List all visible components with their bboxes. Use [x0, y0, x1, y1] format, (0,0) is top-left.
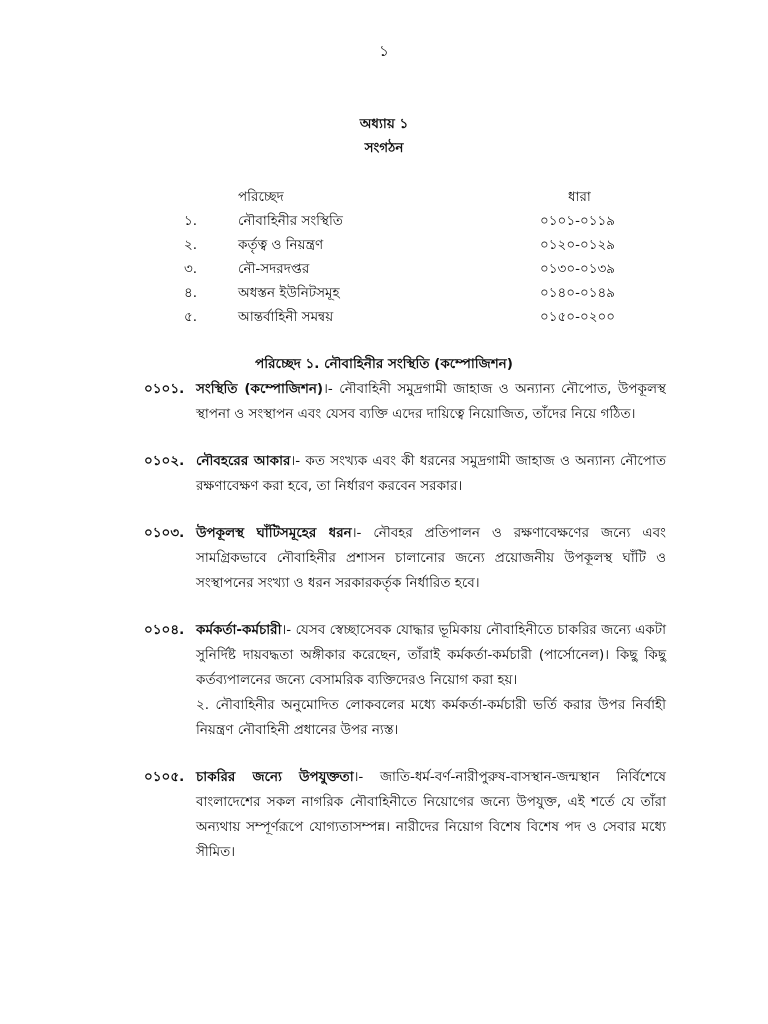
toc-row-title: আন্তর্বাহিনী সমন্বয় — [238, 309, 334, 325]
clause-number: ০১০৫. — [144, 769, 185, 785]
toc-header-range: ধারা — [568, 189, 591, 205]
toc-row — [0, 281, 768, 305]
section-heading: পরিচ্ছেদ ১. নৌবাহিনীর সংস্থিতি (কম্পোজিশন) — [255, 356, 513, 372]
toc-row-title: নৌবাহিনীর সংস্থিতি — [238, 213, 343, 229]
toc-row-range: ০১০১-০১১৯ — [540, 213, 616, 229]
toc-row-range: ০১৩০-০১৩৯ — [540, 261, 616, 277]
clause-title: চাকরির জন্যে উপযুক্ততা — [196, 769, 354, 785]
clause — [0, 765, 768, 865]
clause-number: ০১০১. — [144, 381, 185, 397]
clause-paragraph — [196, 618, 666, 693]
toc-row-num: ২. — [184, 237, 198, 253]
clause-body — [196, 618, 666, 743]
clause-body — [196, 377, 666, 427]
toc-header-title: পরিচ্ছেদ — [238, 189, 284, 205]
clause-text: ।- জাতি-ধর্ম-বর্ণ-নারীপুরুষ-বাসস্থান-জন্মস্থান নির্বিশেষে বাংলাদেশের সকল নাগরিক নৌবাহিনীতে নিয়োগের জন্যে উপযুক্ত, এই শর্তে যে তাঁরা অন্যথায় সম্পূর্ণরূপে যোগ্যতাসম্পন্ন। নারীদের নিয়োগ বিশেষ বিশেষ পদ ও সেবার মধ্যে সীমিত। — [196, 769, 666, 860]
clause-paragraph — [196, 521, 666, 596]
toc-row-num: ৪. — [184, 285, 198, 301]
toc-row-num: ৩. — [184, 261, 198, 277]
clause-body — [196, 521, 666, 596]
toc-row — [0, 233, 768, 257]
clause-list — [0, 377, 768, 865]
clause-paragraph: ২. নৌবাহিনীর অনুমোদিত লোকবলের মধ্যে কর্মকর্তা-কর্মচারী ভর্তি করার উপর নির্বাহী নিয়ন্ত্রণ নৌবাহিনী প্রধানের উপর ন্যস্ত। — [196, 697, 666, 738]
clause-paragraph — [196, 765, 666, 865]
clause-body — [196, 765, 666, 865]
clause-paragraph — [196, 449, 666, 499]
clause-text: ।- নৌবাহিনী সমুদ্রগামী জাহাজ ও অন্যান্য নৌপোত, উপকূলস্থ স্থাপনা ও সংস্থাপন এবং যেসব ব্যক্তি এদের দায়িত্বে নিয়োজিত, তাঁদের নিয়ে গঠিত। — [196, 381, 666, 422]
clause — [0, 521, 768, 596]
chapter-subtitle: সংগঠন — [364, 140, 404, 156]
clause-title: কর্মকর্তা-কর্মচারী — [196, 622, 282, 638]
toc-table — [0, 185, 768, 329]
clause-number: ০১০৩. — [144, 525, 185, 541]
clause-number: ০১০৪. — [144, 622, 185, 638]
clause — [0, 618, 768, 743]
clause-text: ।- যেসব স্বেচ্ছাসেবক যোদ্ধার ভূমিকায় নৌবাহিনীতে চাকরির জন্যে একটা সুনির্দিষ্ট দায়বদ্ধতা অঙ্গীকার করেছেন, তাঁরাই কর্মকর্তা-কর্মচারী (পার্সোনেল)। কিছু কিছু কর্তব্যপালনের জন্যে বেসামরিক ব্যক্তিদেরও নিয়োগ করা হয়। — [196, 622, 666, 688]
toc-row — [0, 257, 768, 281]
toc-row-num: ৫. — [184, 309, 198, 325]
clause-text: ।- কত সংখ্যক এবং কী ধরনের সমুদ্রগামী জাহাজ ও অন্যান্য নৌপোত রক্ষণাবেক্ষণ করা হবে, তা নির্ধারণ করবেন সরকার। — [196, 453, 667, 494]
toc-row — [0, 209, 768, 233]
toc-row-range: ০১৫০-০২০০ — [540, 309, 616, 325]
toc-row-title: কর্তৃত্ব ও নিয়ন্ত্রণ — [238, 237, 324, 253]
clause-title: উপকূলস্থ ঘাঁটিসমূহের ধরন — [196, 525, 352, 541]
toc-row-title: অধস্তন ইউনিটসমূহ — [238, 285, 340, 301]
clause-text: ।- নৌবহর প্রতিপালন ও রক্ষণাবেক্ষণের জন্যে এবং সামগ্রিকভাবে নৌবাহিনীর প্রশাসন চালানোর জন্যে প্রয়োজনীয় উপকূলস্থ ঘাঁটি ও সংস্থাপনের সংখ্যা ও ধরন সরকারকর্তৃক নির্ধারিত হবে। — [196, 525, 666, 591]
toc-row-range: ০১২০-০১২৯ — [540, 237, 616, 253]
clause-number: ০১০২. — [144, 453, 185, 469]
chapter-title: অধ্যায় ১ — [359, 116, 409, 132]
toc-row-range: ০১৪০-০১৪৯ — [540, 285, 616, 301]
clause-title: সংস্থিতি (কম্পোজিশন) — [196, 381, 324, 397]
toc-row-num: ১. — [184, 213, 198, 229]
toc-header-row — [0, 185, 768, 209]
toc-row — [0, 305, 768, 329]
toc-row-title: নৌ-সদরদপ্তর — [238, 261, 310, 277]
page-number: ১ — [379, 42, 389, 60]
clause-body — [196, 449, 666, 499]
clause-paragraph — [196, 377, 666, 427]
clause-title: নৌবহরের আকার — [196, 453, 291, 469]
clause — [0, 377, 768, 427]
clause — [0, 449, 768, 499]
